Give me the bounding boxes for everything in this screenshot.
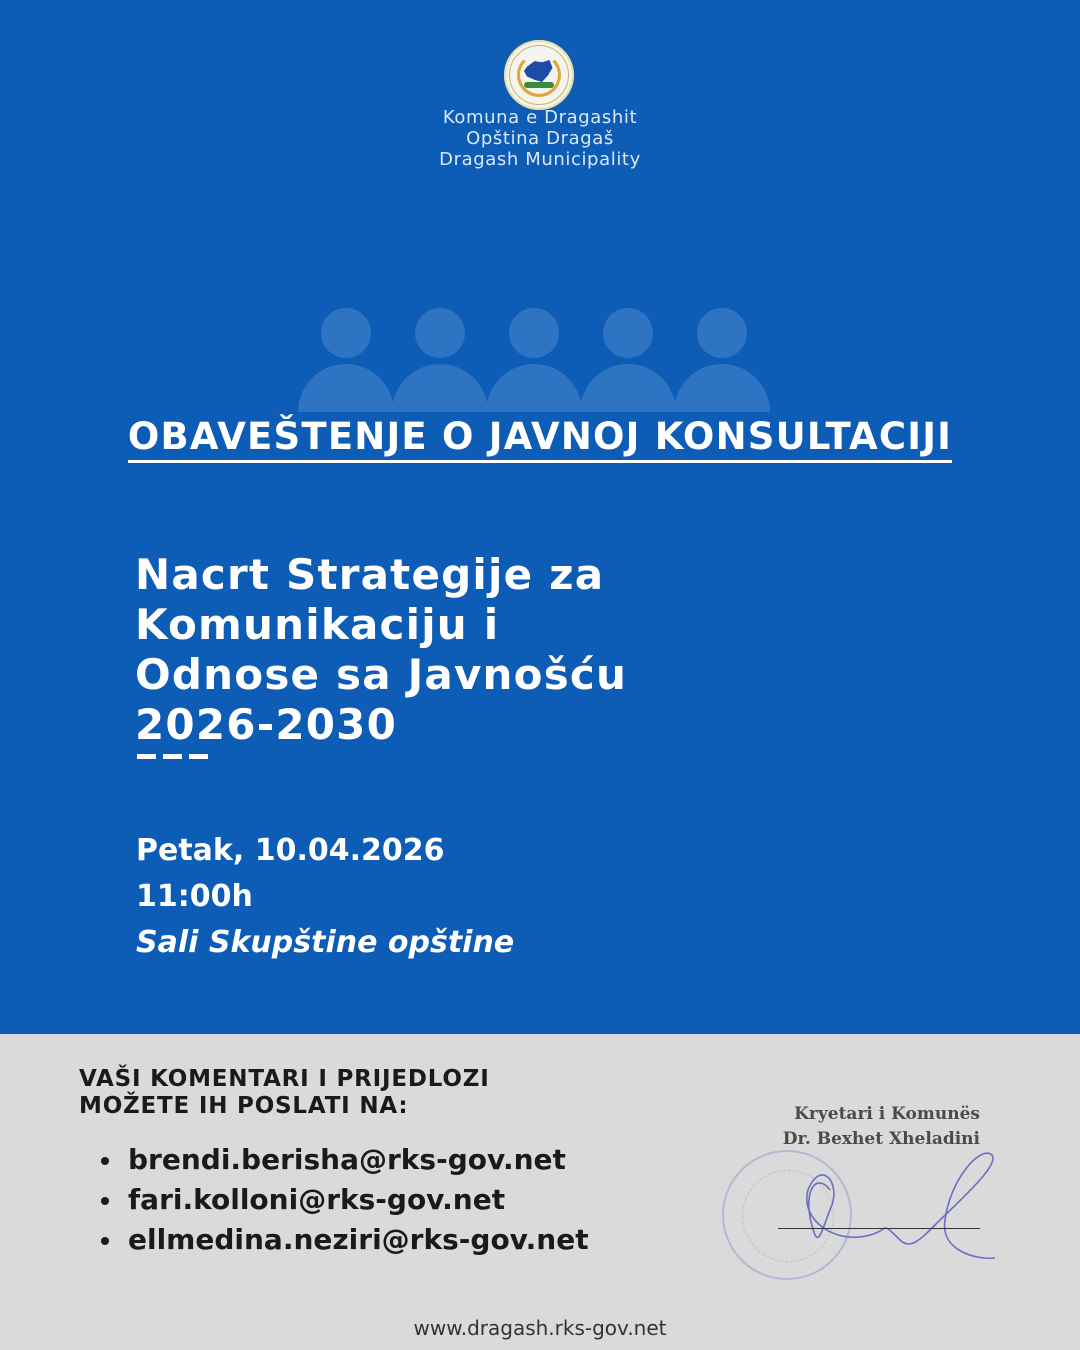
person-icon <box>580 300 676 415</box>
person-icon <box>298 300 394 415</box>
bullet-icon <box>101 1237 109 1245</box>
municipality-name-serbian: Opština Dragaš <box>466 128 614 149</box>
website-link[interactable]: www.dragash.rks-gov.net <box>413 1316 667 1340</box>
event-details <box>136 828 514 966</box>
email-link[interactable]: ellmedina.neziri@rks-gov.net <box>128 1223 589 1256</box>
signatory-role: Kryetari i Komunës <box>794 1104 980 1124</box>
email-link[interactable]: fari.kolloni@rks-gov.net <box>128 1183 506 1216</box>
person-icon <box>486 300 582 415</box>
signatory-block <box>760 1102 980 1152</box>
bullet-icon <box>101 1157 109 1165</box>
bullet-icon <box>101 1197 109 1205</box>
event-date: Petak, 10.04.2026 <box>136 833 445 868</box>
municipality-emblem-icon <box>504 40 574 110</box>
email-item <box>98 1180 589 1220</box>
document-title: Nacrt Strategije za Komunikaciju i Odnose sa Javnošću 2026-2030 <box>135 550 628 749</box>
event-location: Sali Skupštine opštine <box>136 925 515 960</box>
person-icon <box>392 300 488 415</box>
municipality-names <box>0 107 1080 170</box>
email-link[interactable]: brendi.berisha@rks-gov.net <box>128 1143 566 1176</box>
notice-headline: OBAVEŠTENJE O JAVNOJ KONSULTACIJI <box>0 415 1080 458</box>
comments-heading: VAŠI KOMENTARI I PRIJEDLOZI MOŽETE IH POSLATI NA: <box>79 1066 490 1119</box>
person-icon <box>674 300 770 415</box>
event-time: 11:00h <box>136 879 253 914</box>
email-item <box>98 1140 589 1180</box>
municipality-name-albanian: Komuna e Dragashit <box>442 107 638 128</box>
signature-line <box>778 1228 980 1229</box>
contact-email-list <box>98 1140 589 1260</box>
email-item <box>98 1220 589 1260</box>
decorative-dashes <box>137 754 208 759</box>
group-of-people-icon <box>290 300 790 415</box>
municipality-name-english: Dragash Municipality <box>439 149 641 170</box>
handwritten-signature-icon <box>760 1150 1010 1270</box>
signatory-name: Dr. Bexhet Xheladini <box>782 1129 980 1149</box>
